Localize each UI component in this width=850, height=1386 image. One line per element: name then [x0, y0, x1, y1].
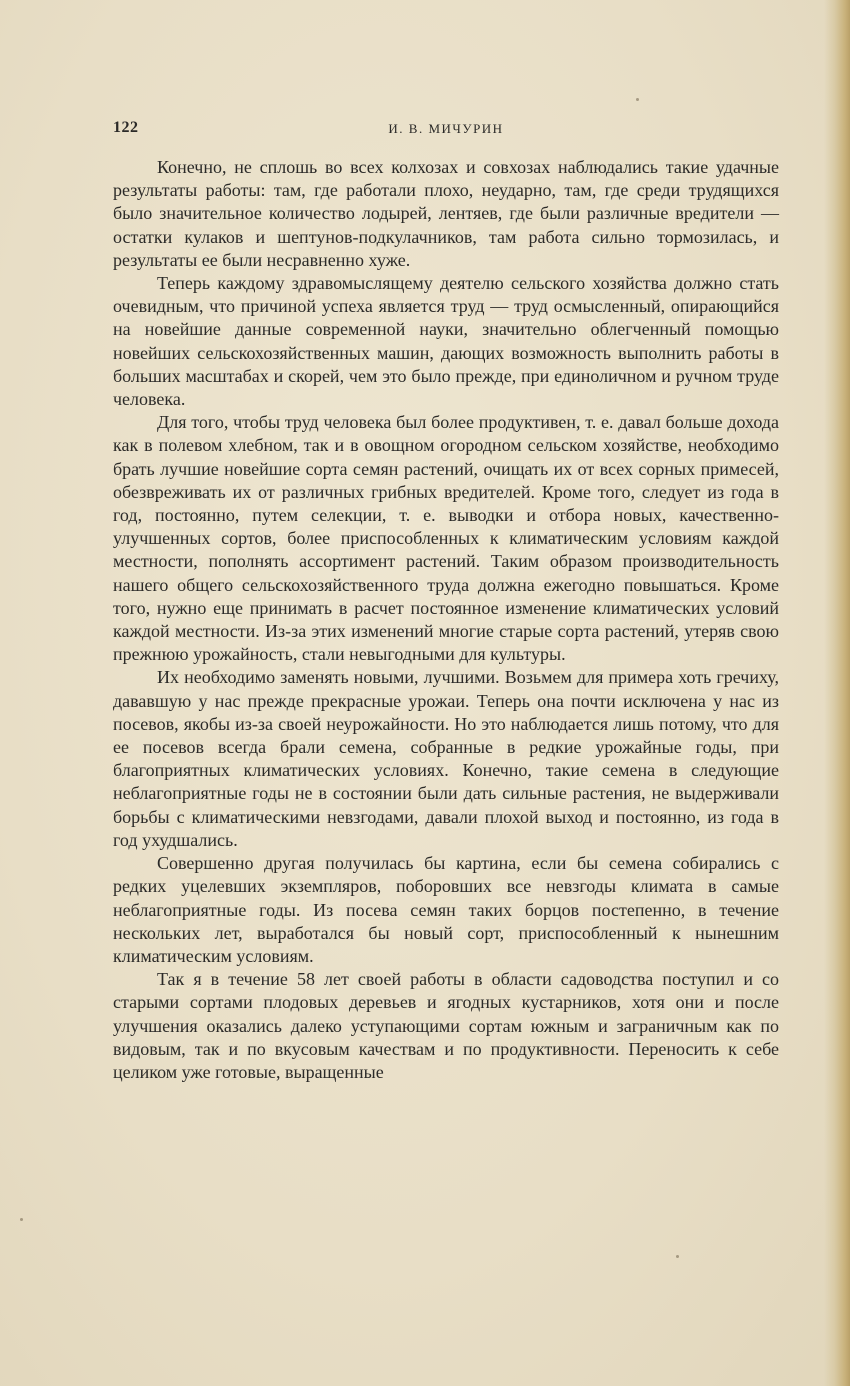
paper-speck: [676, 1255, 679, 1258]
body-text: [113, 156, 779, 1084]
paper-speck: [20, 1218, 23, 1221]
paragraph: Так я в течение 58 лет своей работы в области садоводства поступил и со старыми сортами плодовых деревьев и ягодных кустарников, хотя они и после улучшения оказались далеко уступающими сортам южным и заграничным как по видовым, так и по вкусовым качествам и по продуктивности. Переносить к себе целиком уже готовые, выращенные: [113, 969, 779, 1082]
paragraph: Совершенно другая получилась бы картина, если бы семена собирались с редких уцелевших экземпляров, поборовших все невзгоды климата в самые неблагоприятные годы. Из посева семян таких борцов постепенно, в течение нескольких лет, выработался бы новый сорт, приспособленный к нынешним климатическим условиям.: [113, 853, 779, 966]
paragraph: Теперь каждому здравомыслящему деятелю сельского хозяйства должно стать очевидным, что причиной успеха является труд — труд осмысленный, опирающийся на новейшие данные современной науки, значительно облегченный помощью новейших сельскохозяйственных машин, дающих возможность выполнить работы в больших масштабах и скорей, чем это было прежде, при единоличном и ручном труде человека.: [113, 273, 779, 410]
running-title: И. В. МИЧУРИН: [388, 121, 504, 136]
paper-speck: [636, 98, 639, 101]
page-header: [113, 119, 779, 139]
paragraph: Их необходимо заменять новыми, лучшими. Возьмем для примера хоть гречиху, дававшую у нас прежде прекрасные урожаи. Теперь она почти исключена у нас из посевов, якобы из-за своей неурожайности. Но это наблюдается лишь потому, что для ее посевов всегда брали семена, собранные в редкие урожайные годы, при благоприятных климатических условиях. Конечно, такие семена в следующие неблагоприятные годы не в состоянии были дать сильные растения, не выдерживали борьбы с климатическими невзгодами, давали плохой выход и постоянно, из года в год ухудшались.: [113, 667, 779, 850]
page-edge-shadow: [824, 0, 850, 1386]
page-number: 122: [113, 119, 139, 136]
paragraph: Конечно, не сплошь во всех колхозах и совхозах наблюдались такие удачные результаты работы: там, где работали плохо, неударно, там, где среди трудящихся было значительное количество лодырей, лентяев, где были различные вредители — остатки кулаков и шептунов-подкулачников, там работа сильно тормозилась, и результаты ее были несравненно хуже.: [113, 157, 779, 270]
paragraph: Для того, чтобы труд человека был более продуктивен, т. е. давал больше дохода как в полевом хлебном, так и в овощном огородном сельском хозяйстве, необходимо брать лучшие новейшие сорта семян растений, очищать их от всех сорных примесей, обезвреживать их от различных грибных вредителей. Кроме того, следует из года в год, постоянно, путем селекции, т. е. выводки и отбора новых, качественно-улучшенных сортов, более приспособленных к климатическим условиям каждой местности, пополнять ассортимент растений. Таким образом производительность нашего общего сельскохозяйственного труда должна ежегодно повышаться. Кроме того, нужно еще принимать в расчет постоянное изменение климатических условий каждой местности. Из-за этих изменений многие старые сорта растений, утеряв свою прежнюю урожайность, стали невыгодными для культуры.: [113, 412, 779, 665]
